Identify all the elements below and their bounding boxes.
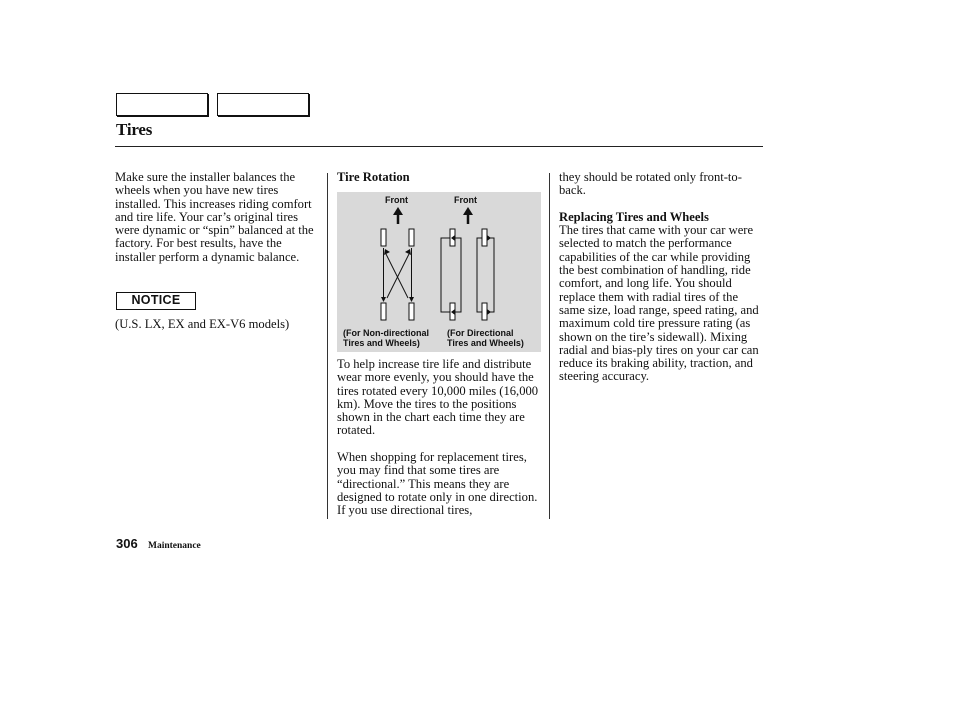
right-column bbox=[559, 171, 764, 384]
column-divider-1 bbox=[327, 173, 328, 519]
tire-rear-left-icon bbox=[381, 303, 386, 320]
page-title: Tires bbox=[116, 120, 153, 139]
caption-non-directional-line-2: Tires and Wheels) bbox=[343, 338, 420, 348]
tire-front-left-icon bbox=[381, 229, 386, 246]
tire-rotation-svg bbox=[337, 192, 541, 352]
replacing-tires-paragraph: The tires that came with your car were selected to match the performance capabilities of the car while providing the best combination of handling, ride comfort, and long life. You should replace them with radial tires of the same size, load range, speed rating, and maximum cold tire pressure rating (as shown on the tire’s sidewall). Mixing radial and bias-ply tires on your car can reduce its braking ability, traction, and steering accuracy. bbox=[559, 223, 759, 384]
rotation-paragraph-2: When shopping for replacement tires, you may find that some tires are “directional.” This means they are designed to rotate only in one direction. If you use directional tires, bbox=[337, 450, 538, 518]
front-label-right: Front bbox=[454, 195, 477, 205]
caption-directional-line-2: Tires and Wheels) bbox=[447, 338, 524, 348]
header-tab-box-1 bbox=[116, 93, 208, 116]
middle-column bbox=[337, 171, 542, 184]
tire-rear-right-icon bbox=[409, 303, 414, 320]
rotation-paragraph-1: To help increase tire life and distribute wear more evenly, you should have the tires rotated every 10,000 miles (16,000 km). Move the tires to the positions shown in the chart each time they are rotated. bbox=[337, 357, 539, 438]
tire-dir-rear-right-icon bbox=[482, 303, 487, 320]
title-divider bbox=[115, 146, 763, 147]
balancing-paragraph: Make sure the installer balances the wheels when you have new tires installed. This increases riding comfort and tire life. Your car’s original tires were dynamic or “spin” balanced at the factory. For best results, have the installer perform a dynamic balance. bbox=[115, 170, 314, 264]
page-number: 306 bbox=[116, 536, 138, 551]
left-column bbox=[115, 171, 321, 264]
rotation-body bbox=[337, 358, 542, 531]
notice-label: NOTICE bbox=[116, 292, 196, 310]
caption-directional-line-1: (For Directional bbox=[447, 328, 514, 338]
tire-front-right-icon bbox=[409, 229, 414, 246]
replacing-tires-heading: Replacing Tires and Wheels bbox=[559, 209, 709, 224]
tire-rotation-heading: Tire Rotation bbox=[337, 170, 410, 184]
models-note: (U.S. LX, EX and EX-V6 models) bbox=[115, 317, 290, 331]
spacer bbox=[559, 198, 764, 211]
header-tab-box-2 bbox=[217, 93, 309, 116]
caption-non-directional-line-1: (For Non-directional bbox=[343, 328, 429, 338]
tire-rotation-diagram bbox=[337, 192, 541, 352]
rotation-continuation: they should be rotated only front-to-back. bbox=[559, 170, 742, 198]
front-label-left: Front bbox=[385, 195, 408, 205]
tire-dir-front-right-icon bbox=[482, 229, 487, 246]
section-name: Maintenance bbox=[148, 541, 201, 551]
column-divider-2 bbox=[549, 173, 550, 519]
